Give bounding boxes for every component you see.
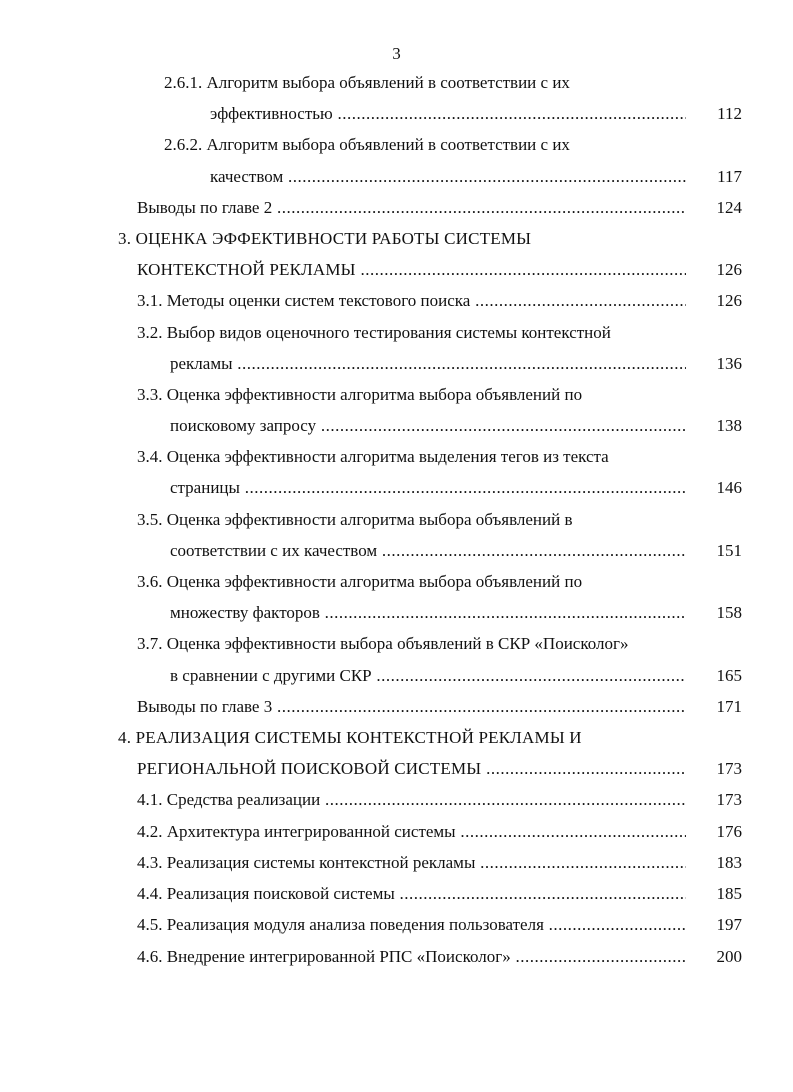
toc-entry-conclusions-2-page: 124: [716, 198, 742, 217]
toc-entry-2-6-2-title: 2.6.2. Алгоритм выбора объявлений в соответствии с их: [164, 135, 570, 154]
toc-entry-3-5-title-cont: соответствии с их качеством .....: [170, 540, 686, 562]
toc-entry-3-3-title-cont: поисковому запросу .....: [170, 415, 686, 437]
page-number: 3: [392, 44, 401, 63]
toc-entry-3-7-page: 165: [716, 666, 742, 685]
toc-chapter-4-title-cont: РЕГИОНАЛЬНОЙ ПОИСКОВОЙ СИСТЕМЫ .....: [137, 758, 686, 780]
toc-entry-4-2-page: 176: [716, 822, 742, 841]
toc-entry-conclusions-3: Выводы по главе 3 .....: [137, 696, 686, 718]
toc-entry-3-2-page: 136: [716, 354, 742, 373]
toc-chapter-3-page: 126: [716, 260, 742, 279]
toc-chapter-3-title-cont: КОНТЕКСТНОЙ РЕКЛАМЫ .....: [137, 259, 686, 281]
toc-entry-2-6-2-page: 117: [717, 167, 742, 186]
toc-entry-4-5-page: 197: [716, 915, 742, 934]
toc-entry-2-6-1-title: 2.6.1. Алгоритм выбора объявлений в соответствии с их: [164, 73, 570, 92]
toc-entry-4-1: 4.1. Средства реализации .....: [137, 789, 686, 811]
toc-entry-3-3-title: 3.3. Оценка эффективности алгоритма выбора объявлений по: [137, 385, 583, 404]
toc-entry-3-2-title-cont: рекламы .....: [170, 353, 686, 375]
toc-entry-conclusions-2: Выводы по главе 2 .....: [137, 197, 686, 219]
toc-entry-conclusions-3-page: 171: [716, 697, 742, 716]
toc-entry-3-4-page: 146: [716, 478, 742, 497]
toc-entry-3-5-title: 3.5. Оценка эффективности алгоритма выбора объявлений в: [137, 510, 573, 529]
toc-entry-3-1: 3.1. Методы оценки систем текстового поиска .....: [137, 290, 686, 312]
toc-entry-2-6-1-page: 112: [717, 104, 742, 123]
toc-entry-2-6-1-title-cont: эффективностью .....: [210, 103, 686, 125]
toc-entry-3-4-title: 3.4. Оценка эффективности алгоритма выделения тегов из текста: [137, 447, 609, 466]
toc-entry-4-6-page: 200: [716, 947, 742, 966]
toc-entry-3-6-page: 158: [716, 603, 742, 622]
toc-entry-4-1-page: 173: [716, 790, 742, 809]
toc-entry-3-6-title-cont: множеству факторов .....: [170, 602, 686, 624]
toc-entry-4-3-page: 183: [716, 853, 742, 872]
toc-entry-4-2: 4.2. Архитектура интегрированной системы .....: [137, 821, 686, 843]
toc-entry-4-4-page: 185: [716, 884, 742, 903]
toc-entry-3-7-title: 3.7. Оценка эффективности выбора объявлений в СКР «Поисколог»: [137, 634, 629, 653]
toc-entry-3-4-title-cont: страницы .....: [170, 477, 686, 499]
toc-entry-4-6: 4.6. Внедрение интегрированной РПС «Поисколог» .....: [137, 946, 686, 968]
toc-entry-3-2-title: 3.2. Выбор видов оценочного тестирования системы контекстной: [137, 323, 611, 342]
toc-entry-4-3: 4.3. Реализация системы контекстной рекламы .....: [137, 852, 686, 874]
toc-entry-4-5: 4.5. Реализация модуля анализа поведения пользователя .....: [137, 914, 686, 936]
toc-entry-3-6-title: 3.6. Оценка эффективности алгоритма выбора объявлений по: [137, 572, 583, 591]
toc-entry-4-4: 4.4. Реализация поисковой системы .....: [137, 883, 686, 905]
toc-entry-2-6-2-title-cont: качеством .....: [210, 166, 686, 188]
toc-entry-3-7-title-cont: в сравнении с другими СКР .....: [170, 665, 686, 687]
toc-chapter-3-title: 3. ОЦЕНКА ЭФФЕКТИВНОСТИ РАБОТЫ СИСТЕМЫ: [118, 229, 532, 248]
toc-chapter-4-page: 173: [716, 759, 742, 778]
toc-chapter-4-title: 4. РЕАЛИЗАЦИЯ СИСТЕМЫ КОНТЕКСТНОЙ РЕКЛАМЫ И: [118, 728, 582, 747]
toc-entry-3-3-page: 138: [716, 416, 742, 435]
toc-entry-3-1-page: 126: [716, 291, 742, 310]
toc-entry-3-5-page: 151: [716, 541, 742, 560]
